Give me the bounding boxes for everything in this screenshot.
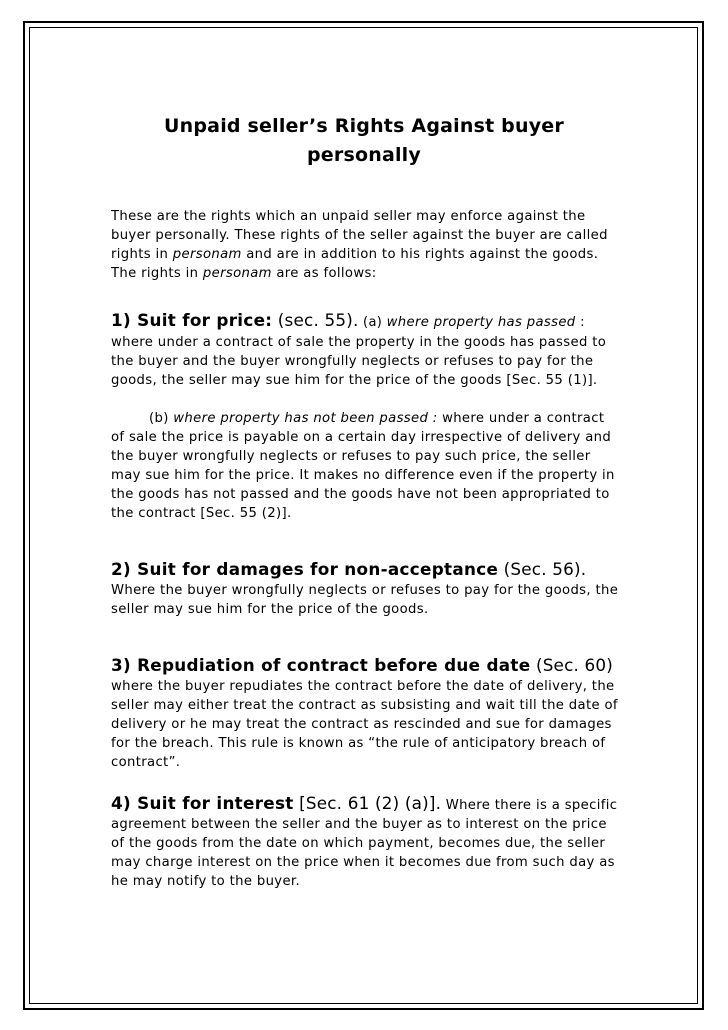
section-damages-non-acceptance <box>111 560 621 619</box>
section-repudiation <box>111 656 621 772</box>
section-1a-label: (a) <box>358 315 387 330</box>
section-4-text: Where there is a specific agreement between the seller and the buyer as to interest on the price of the goods from the date on which payment, becomes due, the seller may charge interest on the price when it becomes due from such day as he may notify to the buyer. <box>111 798 618 889</box>
section-1b-text: where under a contract of sale the price is payable on a certain day irrespective of delivery and the buyer wrongfully neglects or refuses to pay such price, the seller may sue him for the price. It makes no difference even if the property in the goods has not passed and the goods have not been appropriated to the contract [Sec. 55 (2)]. <box>111 411 615 521</box>
intro-text-2: and are in addition to his rights against the goods. The rights in <box>111 247 599 281</box>
section-suit-for-price <box>111 307 621 390</box>
intro-text-1: These are the rights which an unpaid seller may enforce against the buyer personally. These rights of the seller against the buyer are called rights in <box>111 209 608 262</box>
section-1b-emphasis: where property has not been passed : <box>173 411 438 426</box>
document-title: Unpaid seller’s Rights Against buyer personally <box>164 115 564 166</box>
section-2-heading: 2) Suit for damages for non-acceptance <box>111 559 499 579</box>
section-2-reference: (Sec. 56). <box>498 559 587 579</box>
section-suit-for-interest <box>111 794 621 891</box>
section-1-reference: (sec. 55). <box>272 310 359 330</box>
section-1a-emphasis: where property has passed <box>386 315 576 330</box>
intro-paragraph <box>111 207 621 283</box>
section-4-heading: 4) Suit for interest <box>111 793 294 813</box>
intro-text-3: are as follows: <box>271 266 377 281</box>
section-3-reference: (Sec. 60) <box>530 655 614 675</box>
intro-emphasis-2: personam <box>202 266 272 281</box>
document-body <box>111 112 621 891</box>
section-1a-text: : where under a contract of sale the property in the goods has passed to the buyer and the buyer wrongfully neglects or refuses to pay for the goods, the seller may sue him for the price of the goods [Sec. 55 (1)]. <box>111 315 607 388</box>
section-4-reference: [Sec. 61 (2) (a)]. <box>293 793 442 813</box>
section-3-text: where the buyer repudiates the contract before the date of delivery, the seller may either treat the contract as subsisting and wait till the date of delivery or he may treat the contract as rescinded and sue for damages for the breach. This rule is known as “the rule of anticipatory breach of contract”. <box>111 679 618 770</box>
intro-emphasis-1: personam <box>172 247 242 262</box>
section-1b-label: (b) <box>149 411 174 426</box>
section-1-heading: 1) Suit for price: <box>111 310 273 330</box>
section-3-heading: 3) Repudiation of contract before due date <box>111 655 531 675</box>
section-suit-for-price-b <box>111 409 621 523</box>
section-2-text: Where the buyer wrongfully neglects or refuses to pay for the goods, the seller may sue him for the price of the goods. <box>111 583 619 617</box>
